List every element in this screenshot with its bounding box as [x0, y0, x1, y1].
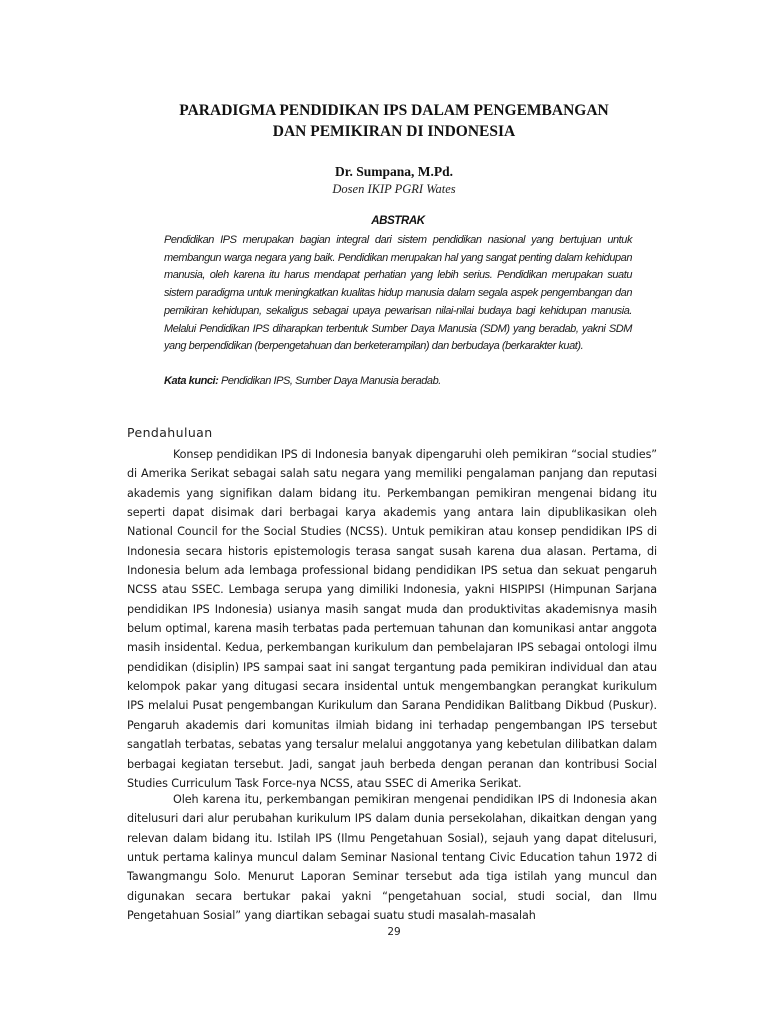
keywords-text: Pendidikan IPS, Sumber Daya Manusia beradab. — [220, 375, 441, 387]
author-affiliation: Dosen IKIP PGRI Wates — [332, 182, 456, 196]
author-name: Dr. Sumpana, M.Pd. — [334, 164, 454, 179]
paper-title — [120, 100, 668, 142]
abstract-body: Pendidikan IPS merupakan bagian integral dari sistem pendidikan nasional yang bertujuan untuk membangun warga negara yang baik. Pendidikan merupakan hal yang sangat penting dalam kehidupan manusia, oleh karena itu harus mendapat perhatian yang lebih serius. Pendidikan merupakan suatu sistem paradigma untuk meningkatkan kualitas hidup manusia dalam segala aspek pengembangan dan pemikiran kehidupan, sekaligus sebagai upaya pewarisan nilai-nilai budaya bagi kehidupan manusia. Melalui Pendidikan IPS diharapkan terbentuk Sumber Daya Manusia (SDM) yang beradab, yakni SDM yang berpendidikan (berpengetahuan dan berketerampilan) dan berbudaya (berkarakter kuat). — [164, 234, 632, 353]
title-line-2: DAN PEMIKIRAN DI INDONESIA — [272, 123, 516, 140]
body-paragraph-1: Konsep pendidikan IPS di Indonesia banyak dipengaruhi oleh pemikiran “social studies” di Amerika Serikat sebagai salah satu negara yang memiliki pengalaman panjang dan reputasi akademis yang signifikan dalam bidang itu. Perkembangan pemikiran mengenai bidang itu seperti dapat disimak dari berbagai karya akademis yang antara lain dipublikasikan oleh National Council for the Social Studies (NCSS). Untuk pemikiran atau konsep pendidikan IPS di Indonesia secara historis epistemologis terasa sangat susah karena dua alasan. Pertama, di Indonesia belum ada lembaga professional bidang pendidikan IPS setua dan sekuat pengaruh NCSS atau SSEC. Lembaga serupa yang dimiliki Indonesia, yakni HISPIPSI (Himpunan Sarjana pendidikan IPS Indonesia) usianya masih sangat muda dan produktivitas akademisnya masih belum optimal, karena masih terbatas pada pertemuan tahunan dan komunikasi antar anggota masih insidental. Kedua, perkembangan kurikulum dan pembelajaran IPS sebagai ontologi ilmu pendidikan (disiplin) IPS sampai saat ini sangat tergantung pada pemikiran individual dan atau kelompok pakar yang ditugasi secara insidental untuk mengembangkan perangkat kurikulum IPS melalui Pusat pengembangan Kurikulum dan Sarana Pendidikan Balitbang Dikbud (Puskur). Pengaruh akademis dari komunitas ilmiah bidang ini terhadap pengembangan IPS tersebut sangatlah terbatas, sebatas yang tersalur melalui anggotanya yang kebetulan dilibatkan dalam berbagai kegiatan tersebut. Jadi, sangat jauh berbeda dengan peranan dan kontribusi Social Studies Curriculum Task Force-nya NCSS, atau SSEC di Amerika Serikat. — [127, 448, 657, 790]
keywords-label: Kata kunci: — [164, 375, 219, 387]
page-number: 29 — [387, 926, 401, 938]
title-line-1: PARADIGMA PENDIDIKAN IPS DALAM PENGEMBANGAN — [179, 102, 609, 119]
abstract-heading: ABSTRAK — [371, 215, 425, 227]
body-paragraph-2: Oleh karena itu, perkembangan pemikiran mengenai pendidikan IPS di Indonesia akan ditelusuri dari alur perubahan kurikulum IPS dalam dunia persekolahan, dikaitkan dengan yang relevan dalam bidang itu. Istilah IPS (Ilmu Pengetahuan Sosial), sejauh yang dapat ditelusuri, untuk pertama kalinya muncul dalam Seminar Nasional tentang Civic Education tahun 1972 di Tawangmangu Solo. Menurut Laporan Seminar tersebut ada tiga istilah yang muncul dan digunakan secara bertukar pakai yakni “pengetahuan social, studi social, dan Ilmu Pengetahuan Sosial” yang diartikan sebagai suatu studi masalah-masalah — [127, 793, 657, 923]
keywords — [164, 373, 632, 390]
section-heading: Pendahuluan — [127, 425, 213, 440]
